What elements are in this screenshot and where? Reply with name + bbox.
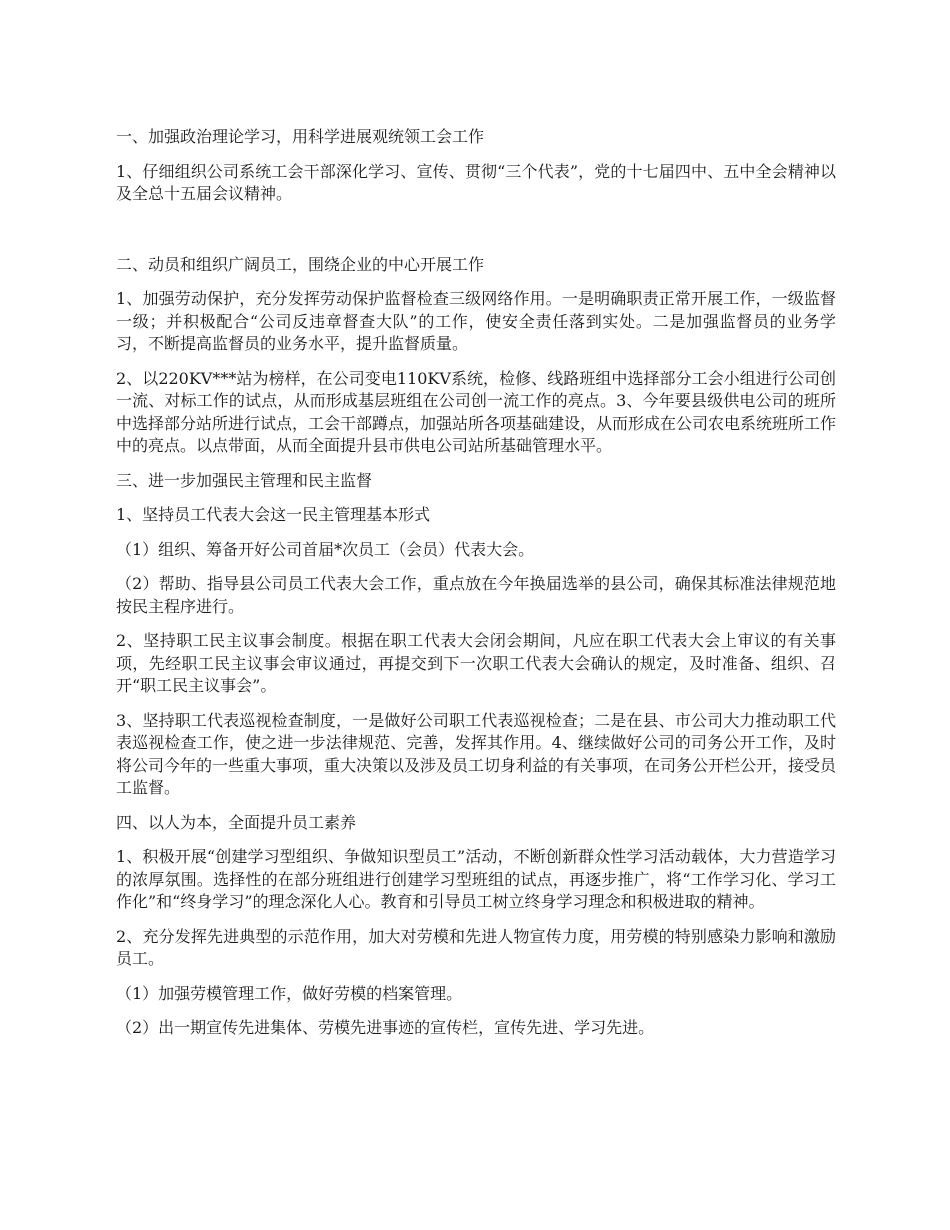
paragraph: 1、坚持员工代表大会这一民主管理基本形式 xyxy=(116,505,431,524)
paragraph: （2）出一期宣传先进集体、劳模先进事迹的宣传栏，宣传先进、学习先进。 xyxy=(116,1018,655,1037)
paragraph: （1）加强劳模管理工作，做好劳模的档案管理。 xyxy=(116,983,463,1003)
paragraph: （1）组织、筹备开好公司首届*次员工（会员）代表大会。 xyxy=(116,539,535,559)
paragraph: 1、仔细组织公司系统工会干部深化学习、宣传、贯彻“三个代表”，党的十七届四中、五中全会精神以及全总十五届会议精神。 xyxy=(116,161,836,203)
section-heading-3: 三、进一步加强民主管理和民主监督 xyxy=(116,470,373,490)
section-heading-4: 四、以人为本，全面提升员工素养 xyxy=(116,812,357,832)
paragraph: 2、以220KV***站为榜样，在公司变电110KV系统，检修、线路班组中选择部分工会小组进行公司创一流、对标工作的试点，从而形成基层班组在公司创一流工作的亮点。3、今年要县级供电公司的班所中选择部分站所进行试点，工会干部蹲点，加强站所各项基础建设，从而形成在公司农电系统班所工作中的亮点。以点带面，从而全面提升县市供电公司站所基础管理水平。 xyxy=(116,368,837,455)
paragraph: 3、坚持职工代表巡视检查制度，一是做好公司职工代表巡视检查；二是在县、市公司大力推动职工代表巡视检查工作，使之进一步法律规范、完善，发挥其作用。4、继续做好公司的司务公开工作，及时将公司今年的一些重大事项，重大决策以及涉及员工切身利益的有关事项，在司务公开栏公开，接受员工监督。 xyxy=(116,710,837,797)
document-body xyxy=(116,126,836,1052)
section-heading-1: 一、加强政治理论学习，用科学进展观统领工会工作 xyxy=(116,127,485,146)
paragraph: 1、积极开展“创建学习型组织、争做知识型员工”活动，不断创新群众性学习活动载体，大力营造学习的浓厚氛围。选择性的在部分班组进行创建学习型班组的试点，再逐步推广，将“工作学习化、学习工作化”和“终身学习”的理念深化人心。教育和引导员工树立终身学习理念和积极进取的精神。 xyxy=(116,847,836,911)
paragraph: 2、坚持职工民主议事会制度。根据在职工代表大会闭会期间，凡应在职工代表大会上审议的有关事项，先经职工民主议事会审议通过，再提交到下一次职工代表大会确认的规定，及时准备、组织、召开“职工民主议事会”。 xyxy=(116,631,836,695)
paragraph: 2、充分发挥先进典型的示范作用，加大对劳模和先进人物宣传力度，用劳模的特别感染力影响和激励员工。 xyxy=(116,926,836,968)
blank-space xyxy=(116,218,836,254)
paragraph: （2）帮助、指导县公司员工代表大会工作，重点放在今年换届选举的县公司，确保其标准法律规范地按民主程序进行。 xyxy=(116,574,836,616)
paragraph: 1、加强劳动保护，充分发挥劳动保护监督检查三级网络作用。一是明确职责正常开展工作，一级监督一级；并积极配合“公司反违章督查大队”的工作，使安全责任落到实处。二是加强监督员的业务学习，不断提高监督员的业务水平，提升监督质量。 xyxy=(116,289,836,353)
section-heading-2: 二、动员和组织广阔员工，围绕企业的中心开展工作 xyxy=(116,254,485,274)
